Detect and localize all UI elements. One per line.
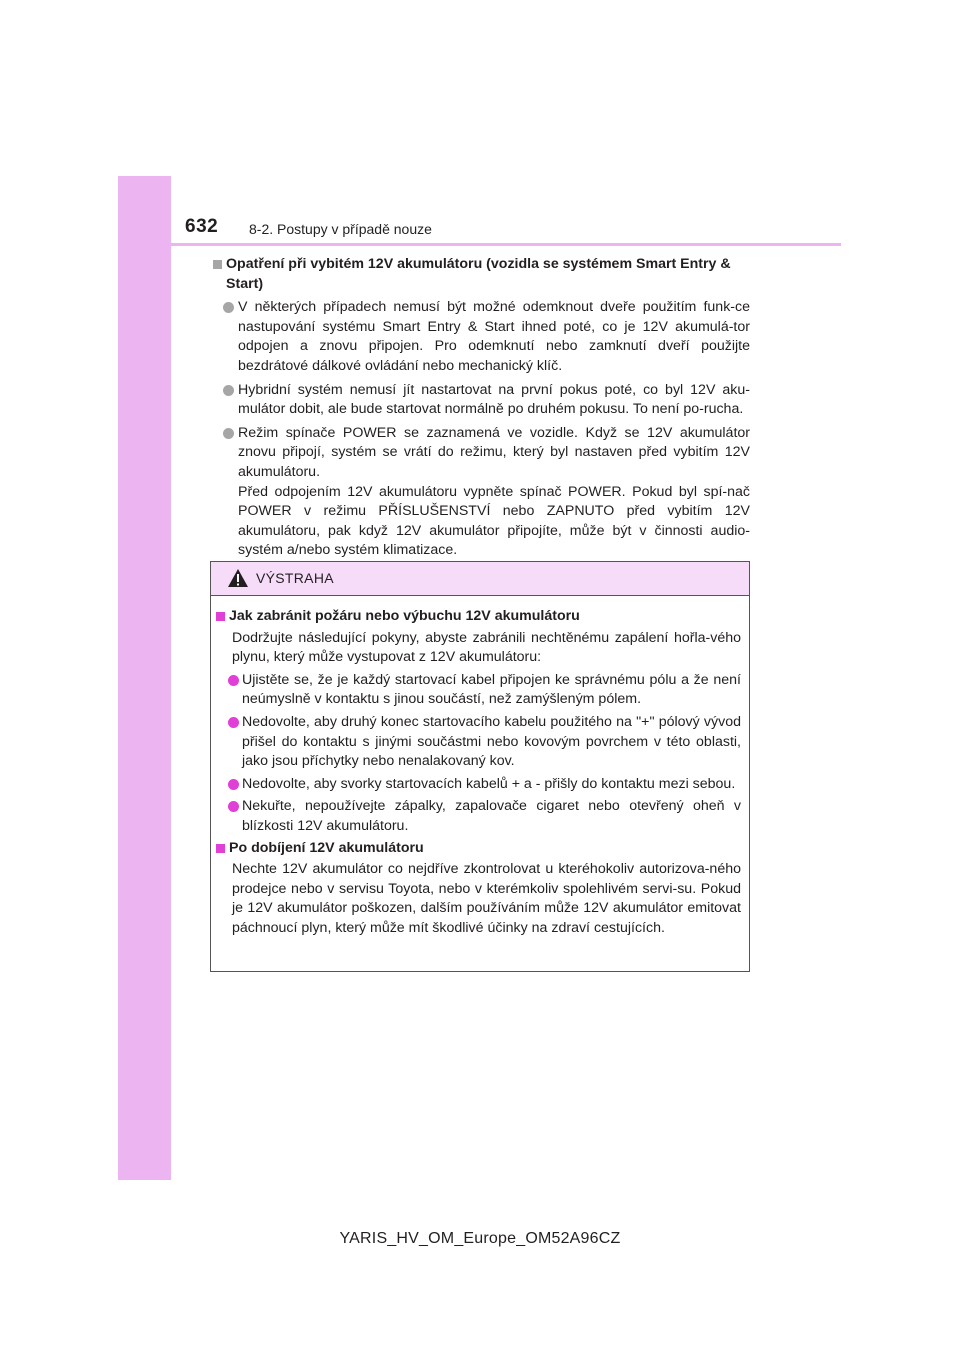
warning-heading: [216, 607, 741, 627]
section-heading: [213, 255, 750, 294]
list-item-text: Hybridní systém nemusí jít nastartovat na první pokus poté, co byl 12V aku-mulátor dobit, ale bude startovat normálně po druhém pokusu. To není po-rucha.: [238, 381, 750, 418]
circle-bullet-icon: [228, 779, 239, 790]
header-rule: [171, 243, 841, 246]
list-item: [216, 713, 741, 772]
warning-body: [211, 596, 749, 939]
heading-text: Po dobíjení 12V akumulátoru: [229, 839, 424, 856]
circle-bullet-icon: [223, 428, 234, 439]
circle-bullet-icon: [228, 801, 239, 812]
list-item-text-continued: Před odpojením 12V akumulátoru vypněte spínač POWER. Pokud byl spí-nač POWER v režimu PŘÍSLUŠENSTVÍ nebo ZAPNUTO před vybitím 12V akumulátoru, pak když 12V akumulátor připojíte, může být v činnosti audio-systém a/nebo systém klimatizace.: [238, 483, 750, 559]
circle-bullet-icon: [223, 385, 234, 396]
heading-text: Opatření při vybitém 12V akumulátoru (vozidla se systémem Smart Entry & Start): [226, 256, 731, 292]
chapter-sidebar-tab: [118, 176, 171, 1180]
warning-triangle-icon: [227, 568, 249, 588]
warning-box: [210, 561, 750, 972]
heading-text: Jak zabránit požáru nebo výbuchu 12V akumulátoru: [229, 608, 580, 624]
circle-bullet-icon: [228, 675, 239, 686]
warning-heading: [216, 839, 741, 859]
list-item: [213, 424, 750, 561]
page-number: 632: [185, 216, 219, 237]
list-item-text: V některých případech nemusí být možné odemknout dveře použitím funk-ce nastupování systému Smart Entry & Start ihned poté, co je 12V akumulá-tor odpojen a znovu připojen. Pro odemknutí nebo zamknutí dveří použijte bezdrátové dálkové ovládání nebo mechanický klíč.: [238, 299, 750, 374]
list-item-text: Ujistěte se, že je každý startovací kabel připojen ke správnému pólu a že není neúmyslně v kontaktu s jinou součástí, než zamýšleným pólem.: [242, 671, 741, 708]
warning-paragraph: Nechte 12V akumulátor co nejdříve zkontrolovat u kteréhokoliv autorizova-ného prodejce nebo v servisu Toyota, nebo v kterémkoliv spolehlivém servi-su. Pokud je 12V akumulátor poškozen, dalším používáním může 12V akumulátor emitovat páchnoucí plyn, který může mít škodlivé účinky na zdraví cestujících.: [232, 861, 741, 936]
warning-header: [211, 562, 749, 596]
warning-title: VÝSTRAHA: [256, 570, 334, 586]
square-bullet-icon: [216, 612, 225, 621]
square-bullet-icon: [216, 844, 225, 853]
list-item-text: Nedovolte, aby druhý konec startovacího kabelu použitého na "+" pólový vývod přišel do kontaktu s jinými součástmi nebo kovovým povrchem v této oblasti, jako jsou příchytky nebo nenalakovaný kov.: [242, 713, 741, 770]
section-title: 8-2. Postupy v případě nouze: [249, 221, 432, 237]
list-item-text: Režim spínače POWER se zaznamená ve vozidle. Když se 12V akumulátor znovu připojí, systém se vrátí do režimu, který byl nastaven před vybitím 12V akumulátoru.: [238, 424, 750, 480]
list-item: [216, 671, 741, 710]
document-code: YARIS_HV_OM_Europe_OM52A96CZ: [339, 1230, 621, 1247]
square-bullet-icon: [213, 260, 222, 269]
list-item-text: Nekuřte, nepoužívejte zápalky, zapalovače cigaret nebo otevřený oheň v blízkosti 12V akumulátoru.: [242, 798, 741, 834]
list-item: [213, 381, 750, 420]
warning-intro: Dodržujte následující pokyny, abyste zabránili nechtěnému zapálení hořla-vého plynu, který může vystupovat z 12V akumulátoru:: [232, 629, 741, 666]
circle-bullet-icon: [223, 302, 234, 313]
list-item: [216, 797, 741, 836]
main-content: [213, 255, 750, 561]
list-item: [216, 775, 741, 795]
circle-bullet-icon: [228, 717, 239, 728]
list-item-text: Nedovolte, aby svorky startovacích kabelů + a - přišly do kontaktu mezi sebou.: [242, 775, 736, 792]
list-item: [213, 298, 750, 376]
